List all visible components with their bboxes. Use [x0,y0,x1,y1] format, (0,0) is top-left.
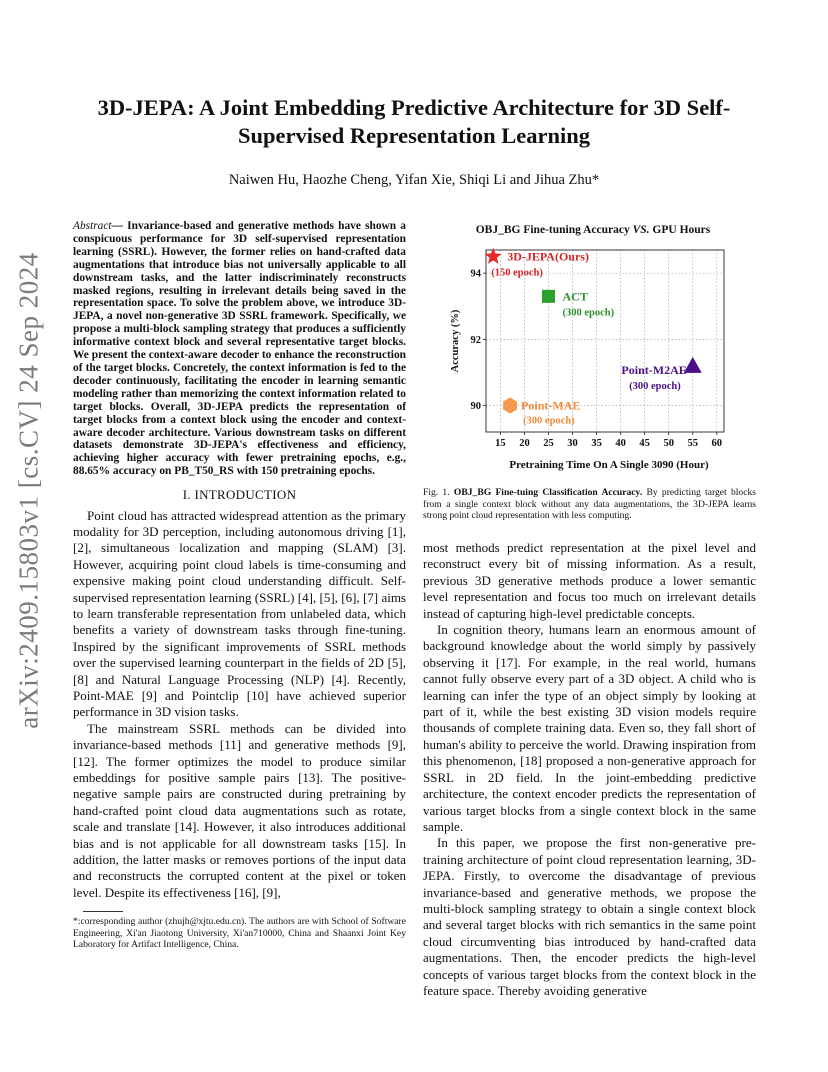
paragraph: The mainstream SSRL methods can be divided into invariance-based methods [11] and generative methods [9], [12]. The former optimizes the model to produce similar embeddings for positive sample pairs [13]. The positive-negative sample pairs are constructed during pretraining by hand-crafted point cloud data augmentations such as rotate, scale and translate [14]. However, it also introduces additional bias and is not applicable for all downstream tasks [15]. In addition, the latter masks or removes portions of the input data and reconstructs the corrupted content at the pixel or token level. Despite its effectiveness [16], [9], [73,720,406,900]
paper-title: 3D-JEPA: A Joint Embedding Predictive Architecture for 3D Self-Supervised Representation Learning [97,95,731,148]
point-epoch-label: (300 epoch) [523,415,575,427]
scatter-chart [440,220,740,478]
x-tick-label: 25 [543,438,554,449]
paragraph: most methods predict representation at the pixel level and reconstruct every bit of missing information. As a result, previous 3D generative methods produce a lower semantic level representation and focus too much on irrelevant details instead of capturing high-level predictable concepts. [423,540,756,621]
paragraph: Point cloud has attracted widespread attention as the primary modality for 3D perception, including autonomous driving [1], [2], simultaneous localization and mapping (SLAM) [3]. However, acquiring point cloud labels is time-consuming and expensive making point cloud understanding difficult. Self-supervised representation learning (SSRL) [4], [5], [6], [7] aims to learn transferable representation from unlabeled data, which benefits a variety of downstream tasks through fine-tuning. Inspired by the significant improvements of SSRL methods over the supervised learning counterpart in the fields of 2D [5], [8] and Natural Language Processing (NLP) [4]. Recently, Point-MAE [9] and Pointclip [10] have achieved superior performance in 3D vision tasks. [73,507,406,720]
figure-chart [440,220,740,478]
x-tick-label: 55 [687,438,698,449]
point-point-mae [503,398,517,414]
point-act [542,290,555,303]
paper-authors: Naiwen Hu, Haozhe Cheng, Yifan Xie, Shiqi Li and Jihua Zhu* [228,172,600,188]
chart-title: OBJ_BG Fine-tuning Accuracy VS. GPU Hours [475,224,711,236]
arxiv-stamp-text: arXiv:2409.15803v1 [cs.CV] 24 Sep 2024 [13,251,44,729]
y-tick-label: 94 [470,268,481,280]
abstract-text: — Invariance-based and generative methods have shown a conspicuous performance for 3D self-supervised representation learning (SSRL). However, the former relies on hand-crafted data augmentations that introduce bias not universally applicable to all downstream tasks, and the latter indiscriminately reconstructs masked regions, resulting in irrelevant details being saved in the representation space. To solve the problem above, we introduce 3D-JEPA, a novel non-generative 3D SSRL framework. Specifically, we propose a multi-block sampling strategy that produces a sufficiently informative context block and several representative target blocks. We present the context-aware decoder to enhance the reconstruction of the target blocks. Concretely, the context information is fed to the decoder continuously, facilitating the encoder in learning semantic modeling rather than memorizing the context information related to target blocks. Overall, 3D-JEPA predicts the representation of target blocks from a context block using the encoder and context-aware decoder architecture. Various downstream tasks on different datasets demonstrate 3D-JEPA's effectiveness and efficiency, achieving higher accuracy with fewer pretraining epochs, e.g., 88.65% accuracy on PB_T50_RS with 150 pretraining epochs. [73,220,406,478]
y-tick-label: 92 [470,334,481,346]
y-tick-label: 90 [470,401,481,413]
y-axis-label: Accuracy (%) [450,309,461,373]
point-epoch-label: (300 epoch) [562,307,615,319]
x-tick-label: 35 [591,438,602,449]
x-tick-label: 50 [663,438,674,449]
figure-caption [423,487,756,522]
paragraph: In this paper, we propose the first non-generative pre-training architecture of point cloud representation learning, 3D-JEPA. Firstly, to overcome the disadvantage of previous invariance-based and generative methods, we propose the multi-block sampling strategy to obtain a single context block and several target blocks with rich semantics in the same point cloud circumventing bias introduced by hand-crafted data augmentations. Then, the encoder predicts the high-level concepts of various target blocks from the context block in the feature space. Thereby avoiding generative [423,835,756,998]
abstract [73,220,406,478]
section-heading-introduction: I. INTRODUCTION [182,487,297,503]
caption-bold: OBJ_BG Fine-tuing Classification Accuracy. [453,487,643,498]
point-label: ACT [562,289,588,304]
x-tick-label: 45 [639,438,650,449]
x-tick-label: 60 [711,438,723,449]
abstract-label: Abstract [73,220,112,232]
x-axis-label: Pretraining Time On A Single 3090 (Hour) [509,459,709,471]
caption-label: Fig. 1. [423,487,450,498]
point-label: 3D-JEPA(Ours) [507,249,589,264]
point-label: Point-MAE [521,398,581,413]
footnote-rule [83,911,123,912]
x-tick-label: 30 [567,438,578,449]
x-tick-label: 20 [519,438,530,449]
left-column [73,220,406,951]
point-epoch-label: (300 epoch) [629,380,681,392]
point-label: Point-M2AE [621,362,687,377]
point-epoch-label: (150 epoch) [491,267,543,279]
caption-text: By predicting target blocks from a single context block without any data augmentations, the 3D-JEPA learns strong point cloud representation with less computing. [423,487,757,522]
arxiv-stamp [4,251,54,729]
x-tick-label: 15 [495,438,506,449]
right-column [423,540,756,999]
footnote: *:corresponding author (zhujh@xjtu.edu.cn). The authors are with School of Software Engineering, Xi'an Jiaotong University, Xi'an710000, China and Shaanxi Joint Key Laboratory for Artifact Intelligence, China. [73,916,406,951]
paragraph: In cognition theory, humans learn an enormous amount of background knowledge about the world simply by passively observing it [17]. For example, in the real world, humans cannot fully observe every part of a 3D object. A child who is learning can infer the type of an object simply by looking at part of it, while the best existing 3D vision models require thousands of complete training data. Even so, they fall short of human's ability to perceive the world. Drawing inspiration from this phenomenon, [18] proposed a non-generative approach for SSRL in 2D field. In the joint-embedding predictive architecture, the context encoder predicts the representation of various target blocks from a single context block in the same sample. [423,622,756,834]
x-tick-label: 40 [615,438,626,449]
